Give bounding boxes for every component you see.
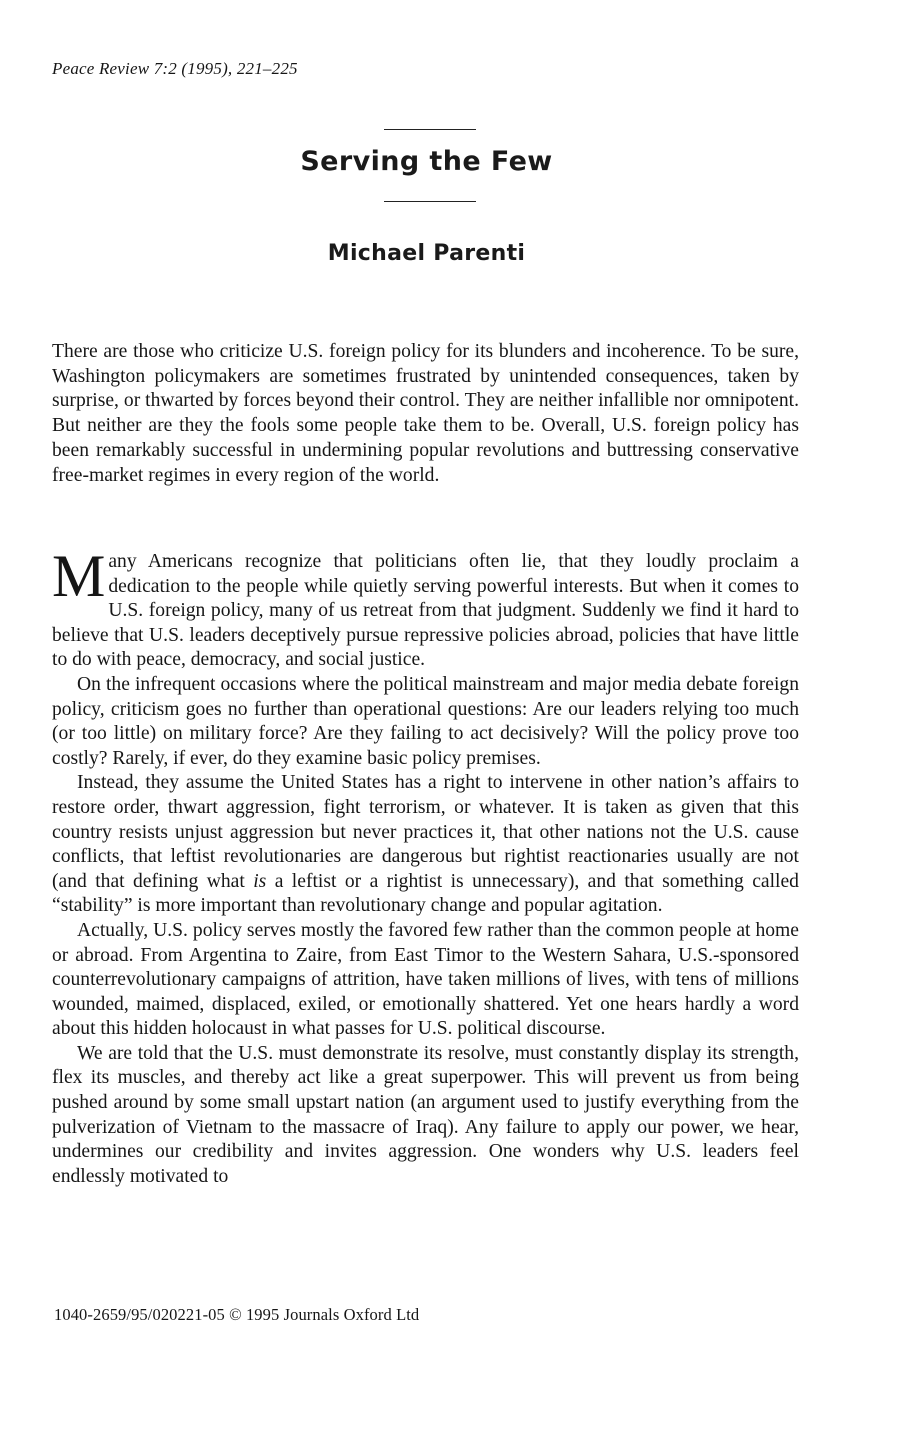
body-paragraph-5: We are told that the U.S. must demonstrate its resolve, must constantly display its strength, flex its muscles, and thereby act like a great superpower. This will prevent us from being pushed around by some small upstart nation (an argument used to justify everything from the pulverization of Vietnam to the massacre of Iraq). Any failure to apply our power, we hear, undermines our credibility and invites aggression. One wonders why U.S. leaders feel endlessly motivated to [52,1042,799,1187]
abstract: There are those who criticize U.S. foreign policy for its blunders and incoherence. To be sure, Washington policymakers are sometimes frustrated by unintended consequences, taken by surprise, or thwarted by forces beyond their control. They are neither infallible nor omnipotent. But neither are they the fools some people take them to be. Overall, U.S. foreign policy has been remarkably successful in undermining popular revolutions and buttressing conservative free-market regimes in every region of the world. [52,341,799,486]
body-paragraph-2: On the infrequent occasions where the political mainstream and major media debate foreign policy, criticism goes no further than operational questions: Are our leaders relying too much (or too little) on military force? Are they failing to act decisively? Will the policy prove too costly? Rarely, if ever, do they examine basic policy premises. [52,673,799,769]
drop-cap: M [52,543,106,609]
body-paragraph-4: Actually, U.S. policy serves mostly the favored few rather than the common people at home or abroad. From Argentina to Zaire, from East Timor to the Western Sahara, U.S.-sponsored counterrevolutionary campaigns of attrition, have taken millions of lives, with tens of millions wounded, maimed, displaced, exiled, or emotionally shattered. Yet one hears hardly a word about this hidden holocaust in what passes for U.S. political discourse. [52,919,799,1040]
body-paragraph-3 [52,771,799,919]
title-rule-bottom [384,201,476,202]
article-author: Michael Parenti [327,241,526,266]
paragraph-3-text-b: a leftist or a rightist is unnecessary), and that something called “stability” is more important than revolutionary change and popular agitation. [52,870,799,917]
journal-reference: Peace Review 7:2 (1995), 221–225 [52,59,298,78]
paragraph-3-text-a: Instead, they assume the United States has a right to intervene in other nation’s affairs to restore order, thwart aggression, fight terrorism, or whatever. It is taken as given that this country resists unjust aggression but never practices it, that other nations not the U.S. cause conflicts, that leftist revolutionaries are dangerous but rightist reactionaries usually are not (and that defining what [52,772,799,892]
body-paragraph-1 [52,543,799,673]
title-rule-top [384,129,476,130]
copyright-footer: 1040-2659/95/020221-05 © 1995 Journals Oxford Ltd [54,1305,420,1324]
paragraph-1-text: any Americans recognize that politicians often lie, that they loudly proclaim a dedication to the people while quietly serving powerful interests. But when it comes to U.S. foreign policy, many of us retreat from that judgment. Suddenly we find it hard to believe that U.S. leaders deceptively pursue repressive policies abroad, policies that have little to do with peace, democracy, and social justice. [52,551,799,671]
article-title: Serving the Few [300,146,553,177]
paragraph-3-emphasis: is [253,870,267,892]
article-body [52,543,799,1189]
